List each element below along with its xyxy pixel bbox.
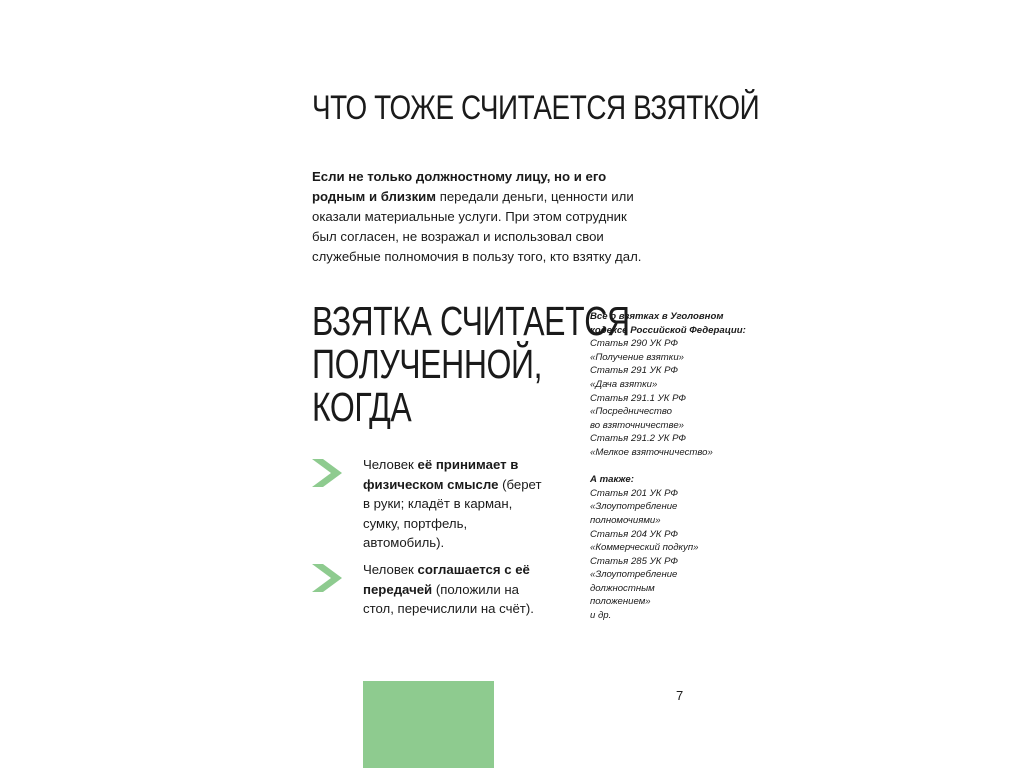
bullet-prefix: Человек [363,562,418,577]
sidebar-line: Статья 201 УК РФ [590,487,679,499]
bullet-bold: её принимает в физическом смысле [363,457,519,492]
page-heading: ЧТО ТОЖЕ СЧИТАЕТСЯ ВЗЯТКОЙ [312,89,760,127]
sidebar-header-line: кодексе Российской Федерации: [590,324,746,336]
sidebar-line: «Коммерческий подкуп» [590,542,699,554]
sidebar-line: «Злоупотребление [590,501,678,513]
sidebar-line: во взяточничестве» [590,419,684,431]
sidebar-line: Статья 204 УК РФ [590,528,679,540]
sidebar-also-label: А также: [590,474,634,486]
section-title [312,300,630,429]
green-decorative-block [363,681,494,768]
intro-bold-text: Если не только должностному лицу, но и его родным и близким [312,169,607,204]
sidebar-header-line: Все о взятках в Уголовном [590,311,724,322]
bullet-text [363,455,543,553]
sidebar-line: «Мелкое взяточничество» [590,446,713,458]
section-title-line-3: КОГДА [312,384,412,430]
intro-text: передали деньги, ценности или оказали материальные услуги. При этом сотрудник был согласен, не возражал и использовал свои служебные полномочия в пользу того, кто взятку дал. [312,189,642,264]
section-title-line-1: ВЗЯТКА СЧИТАЕТСЯ [312,298,630,344]
bullet-text [363,560,543,619]
section-title-line-2: ПОЛУЧЕННОЙ, [312,341,543,387]
page-number: 7 [676,688,684,703]
bullet-rest: (берет в руки; кладёт в карман, сумку, портфель, автомобиль). [363,476,542,550]
sidebar-line: Статья 290 УК РФ [590,338,679,350]
sidebar-line: «Посредничество [590,406,673,418]
bullet-bold: соглашается с её передачей [363,562,530,597]
chevron-right-icon [312,455,346,491]
sidebar-line: Статья 291 УК РФ [590,365,679,377]
sidebar-line: Статья 285 УК РФ [590,555,679,567]
sidebar-line: должностным [590,582,655,594]
intro-paragraph [312,167,652,267]
sidebar-spacer [590,460,750,474]
chevron-right-icon [312,560,346,596]
sidebar-line: полномочиями» [590,514,661,526]
sidebar-line: «Злоупотребление [590,569,678,581]
bullet-prefix: Человек [363,457,418,472]
bullet-rest: (положили на стол, перечислили на счёт). [363,581,534,616]
sidebar-line: «Дача взятки» [590,378,658,390]
sidebar-line: положением» [590,596,651,608]
sidebar-line: Статья 291.1 УК РФ [590,392,687,404]
sidebar-line: Статья 291.2 УК РФ [590,433,687,445]
sidebar-line: и др. [590,610,612,622]
criminal-code-sidebar [590,310,750,623]
sidebar-line: «Получение взятки» [590,351,685,363]
